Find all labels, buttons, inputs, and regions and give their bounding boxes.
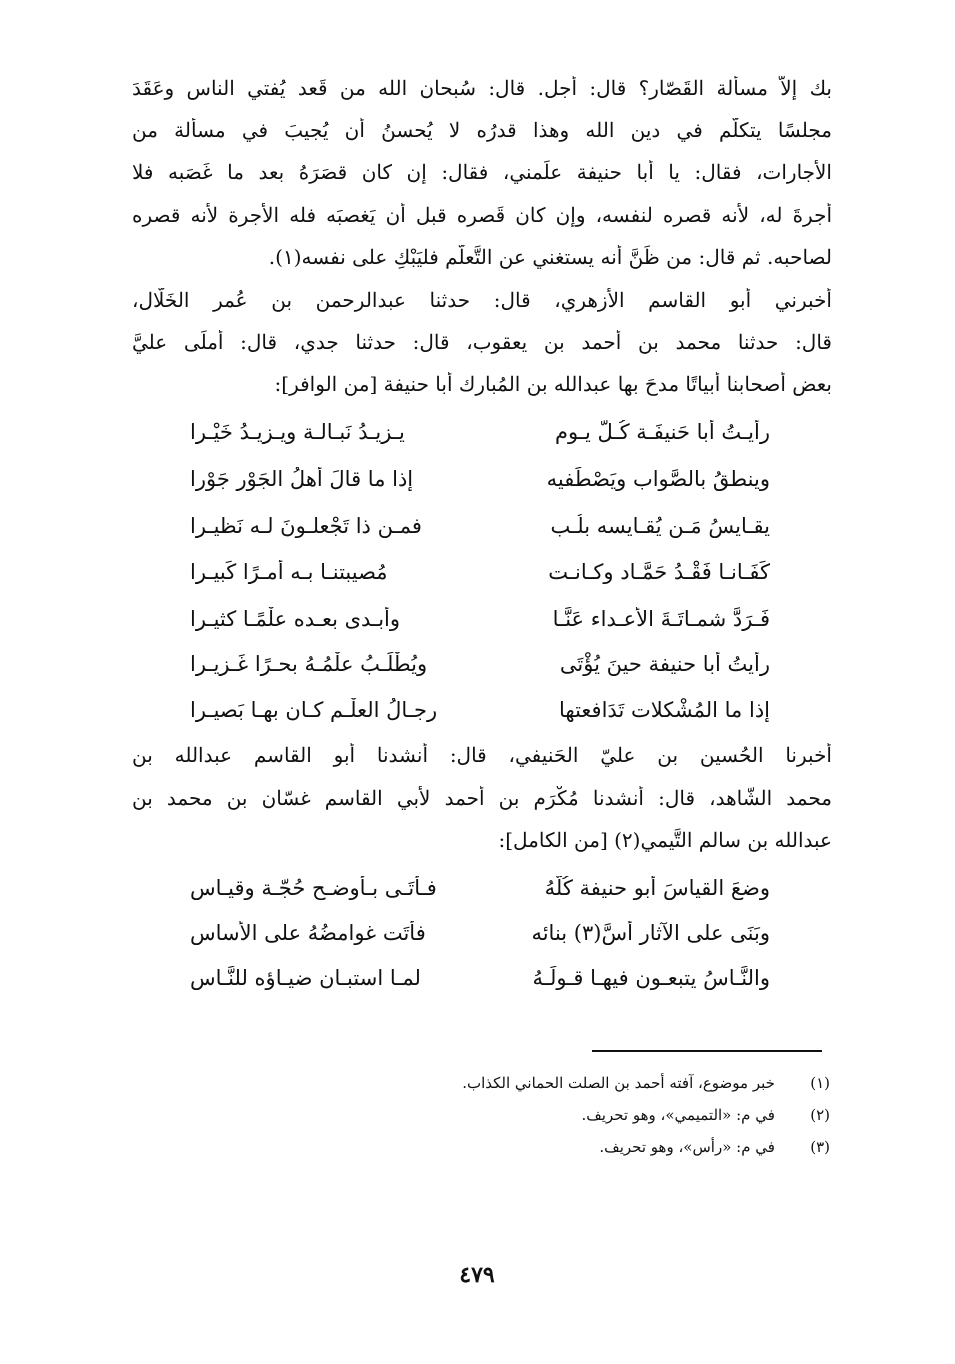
verse-1-hemistich-1: رأيـتُ أبا حَنيفَـة كُـلَّ يـوم (555, 420, 770, 444)
verse-6-hemistich-1: رأيتُ أبا حنيفة حينَ يُؤْتَى (559, 652, 770, 676)
text-line-4: أُجرةَ له، لأنه قصره لنفسه، وإن كان قَصره قبل أن يَغصبَه فله الأجرة لأنه قصره (132, 203, 832, 227)
text-line-10: محمد الشّاهد، قال: أنشدنا مُكْرَم بن أحمد لأبي القاسم غسّان بن محمد بن (132, 786, 832, 810)
footnote-number: (١) (810, 1074, 830, 1092)
verse-6-hemistich-2: ويُطْلَـبُ علْمُـهُ بحـرًا غَـزيـرا (190, 652, 428, 676)
verse-3-hemistich-2: فمـن ذا تَجْعلـونَ لـه نَظيـرا (190, 514, 422, 538)
verse-8-hemistich-1: وضعَ القياسَ أبو حنيفة كُلَّهُ (544, 876, 770, 900)
footnote-separator (592, 1050, 822, 1052)
footnote-number: (٣) (810, 1138, 830, 1156)
text-line-3: الأجارات، فقال: يا أبا حنيفة علِّمني، فقال: إن كان قصَرَهُ بعد ما غَصَبه فلا (132, 160, 832, 184)
verse-8-hemistich-2: فـأتَـى بـأوضـح حُجّـة وقيـاس (190, 876, 437, 900)
text-line-9: أخبرنا الحُسين بن عليّ الحَنيفي، قال: أنشدنا أبو القاسم عبدالله بن (132, 743, 832, 767)
verse-5-hemistich-1: فَـرَدَّ شمـاتَـةَ الأعـداء عَنَّـا (552, 607, 770, 631)
footnote-text: في م: «التميمي»، وهو تحريف. (581, 1106, 775, 1124)
verse-5-hemistich-2: وأبـدى بعـده علْمًـا كثيـرا (190, 607, 401, 631)
footnote-2 (310, 1106, 830, 1124)
verse-10-hemistich-2: لمـا استبـان ضيـاؤه للنَّـاسِ (190, 966, 421, 990)
verse-10-hemistich-1: والنَّـاسُ يتبعـون فيهـا قـولَـهُ (532, 966, 770, 990)
verse-7-hemistich-2: رجـالُ العلْـم كـان بهـا بَصيـرا (190, 698, 438, 722)
text-line-8: بعض أصحابنا أبياتًا مدحَ بها عبدالله بن المُبارك أبا حنيفة [من الوافر]: (274, 372, 832, 396)
verse-2-hemistich-2: إذا ما قالَ أهلُ الجَوْر جَوْرا (190, 467, 414, 491)
verse-1-hemistich-2: يـزيـدُ نَبـالـة ويـزيـدُ خَيْـرا (190, 420, 405, 444)
text-line-7: قال: حدثنا محمد بن أحمد بن يعقوب، قال: حدثنا جدي، قال: أملَى عليَّ (132, 330, 832, 354)
text-line-1: بك إلاّ مسألة القَصّار؟ قال: أجل. قال: سُبحان الله من قَعد يُفتي الناس وعَقَدَ (132, 76, 832, 100)
footnote-1 (310, 1074, 830, 1092)
text-line-11: عبدالله بن سالم التَّيمي(٢) [من الكامل]: (498, 828, 832, 852)
verse-4-hemistich-1: كَفَـانـا فَقْـدُ حَمَّـاد وكـانـت (548, 560, 770, 584)
verse-7-hemistich-1: إذا ما المُشْكلات تَدَافعتها (559, 698, 770, 722)
verse-9-hemistich-1: وبَنَى على الآثار أُسَّ(٣) بنائه (531, 921, 770, 945)
text-line-6: أخبرني أبو القاسم الأزهري، قال: حدثنا عبدالرحمن بن عُمر الخَلّال، (132, 288, 832, 312)
footnote-number: (٢) (810, 1106, 830, 1124)
footnote-text: خبر موضوع، آفته أحمد بن الصلت الحماني الكذاب. (462, 1074, 775, 1092)
verse-4-hemistich-2: مُصيبتنـا بـه أمـرًا كَبيـرا (190, 560, 388, 584)
verse-2-hemistich-1: وينطقُ بالصَّواب ويَصْطَفيه (546, 467, 770, 491)
verse-9-hemistich-2: فأتَت غوامضُهُ على الأساس (190, 921, 426, 945)
text-line-5: لصاحبه. ثم قال: من ظَنَّ أنه يستغني عن التَّعلُّم فليَبْكِ على نفسه(١). (268, 245, 832, 269)
page-number: ٤٧٩ (459, 1262, 495, 1288)
footnote-text: في م: «رأس»، وهو تحريف. (599, 1138, 775, 1156)
text-line-2: مجلسًا يتكلّم في دين الله وهذا قدرُه لا يُحسنُ أن يُجيبَ في مسألة من (132, 118, 832, 142)
footnote-3 (310, 1138, 830, 1156)
verse-3-hemistich-1: يقـايسُ مَـن يُقـايسه بلُـب (550, 514, 770, 538)
